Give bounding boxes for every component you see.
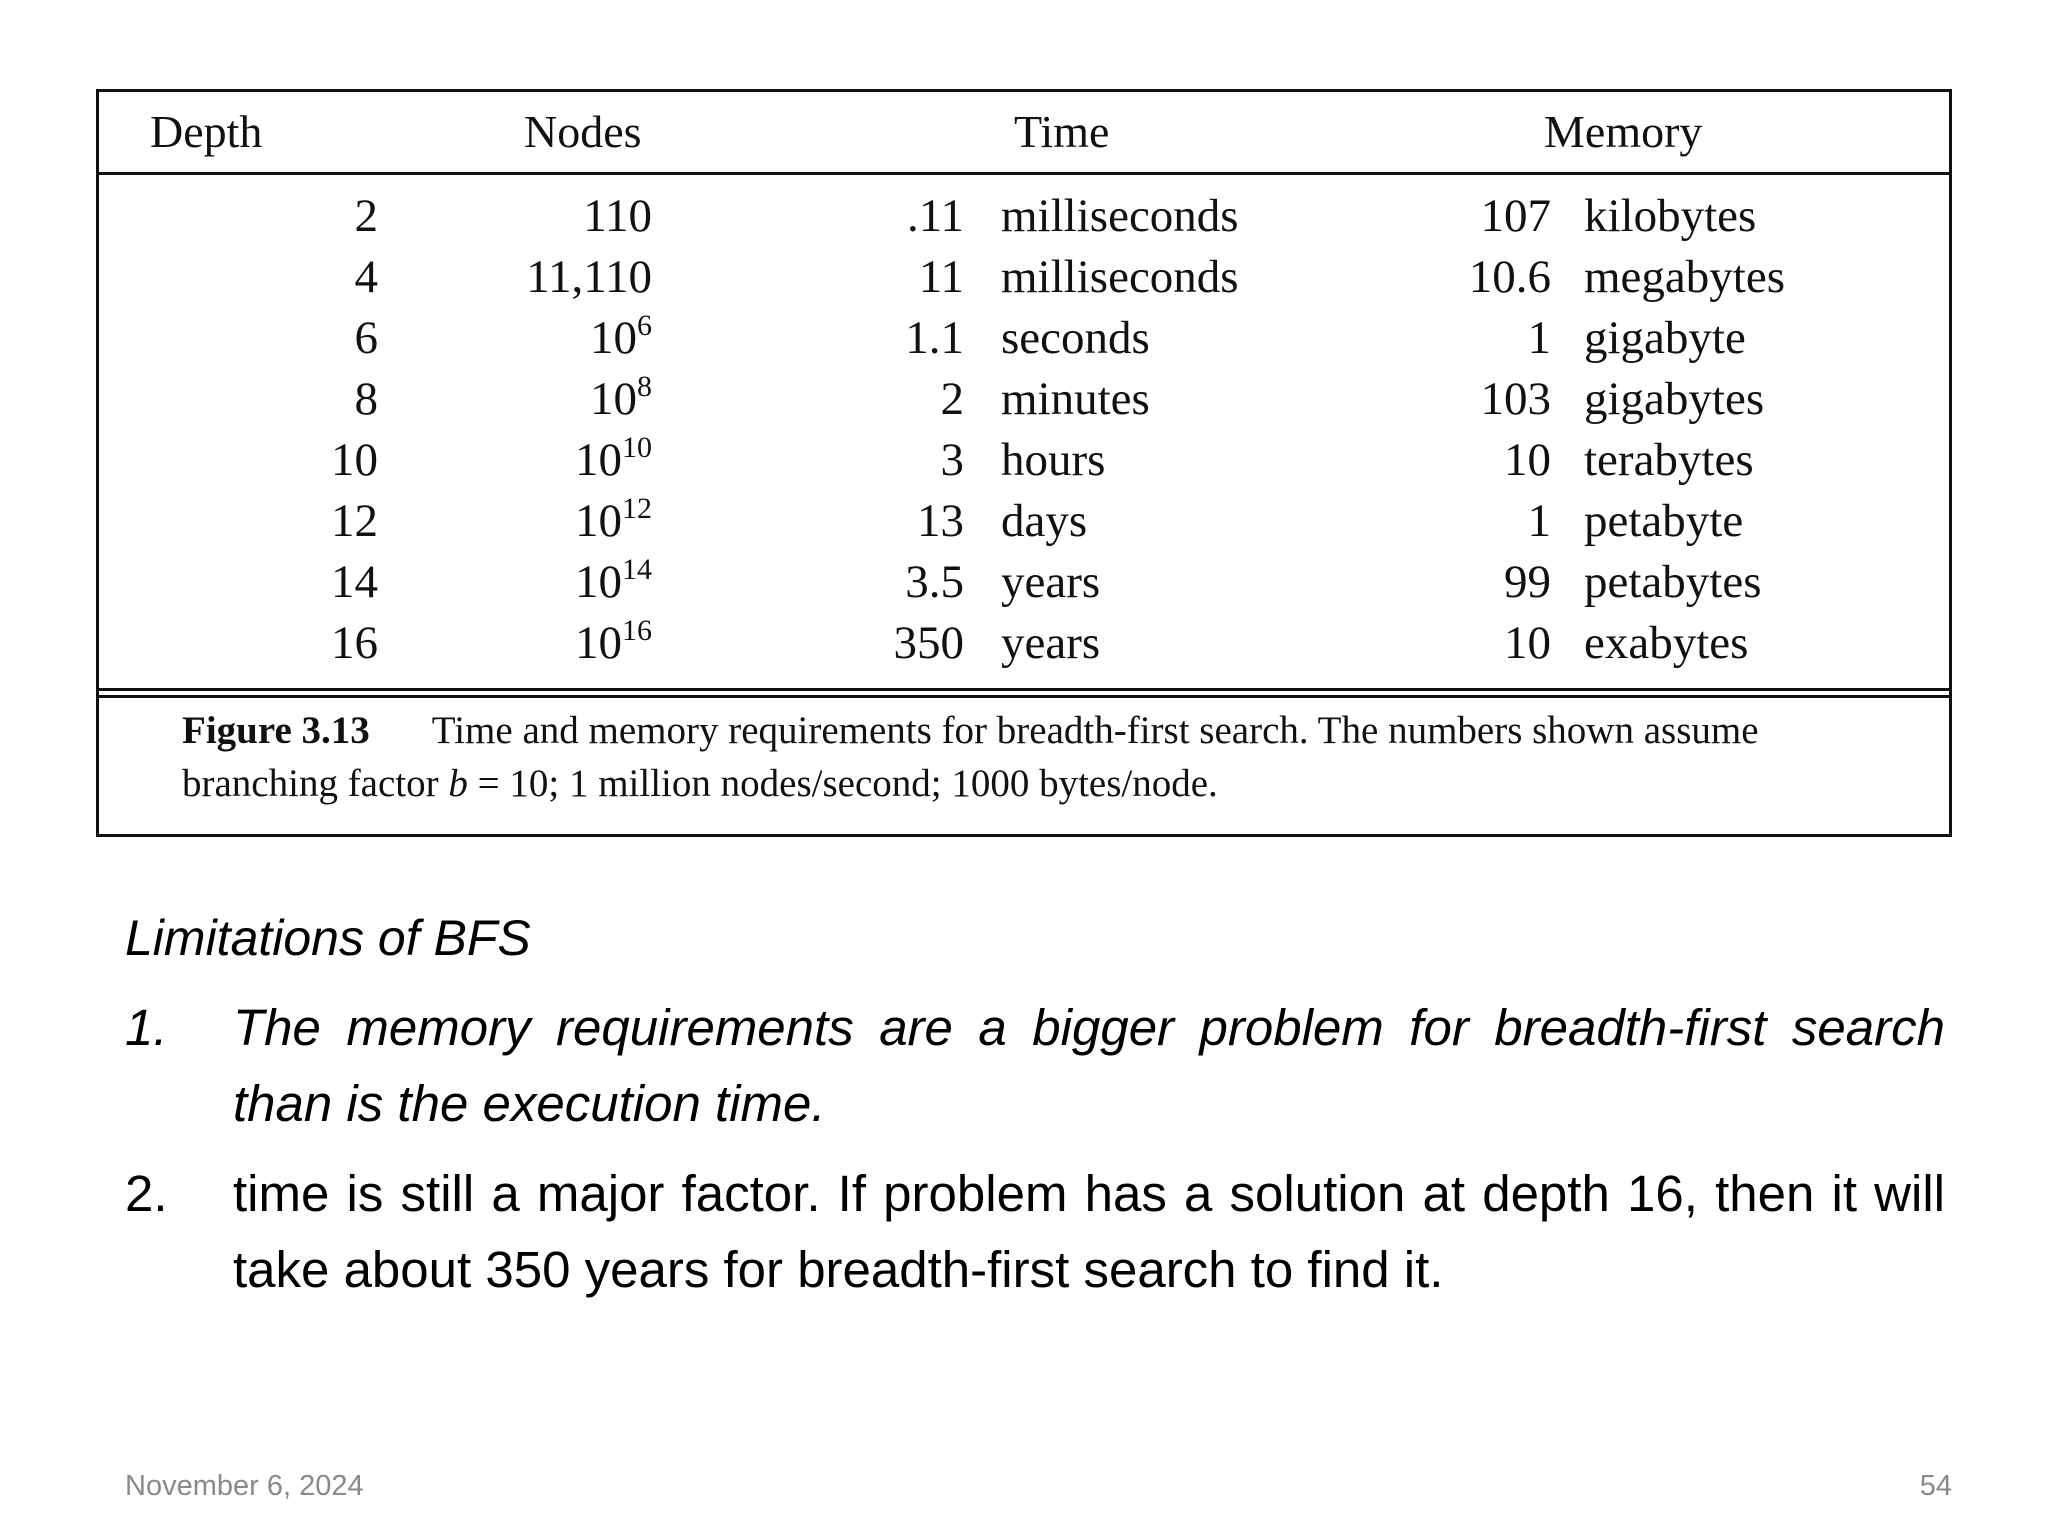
nodes-exponent: 10 bbox=[622, 431, 652, 464]
cell-memory-value: 107 bbox=[1480, 190, 1551, 242]
cell-memory-unit: gigabyte bbox=[1584, 312, 1746, 364]
cell-time-value: 2 bbox=[940, 373, 964, 425]
nodes-base: 10 bbox=[575, 617, 622, 669]
cell-nodes bbox=[590, 308, 652, 369]
table-row bbox=[99, 247, 1949, 308]
cell-nodes bbox=[583, 186, 652, 247]
table-row bbox=[99, 308, 1949, 369]
cell-memory-unit: terabytes bbox=[1584, 434, 1754, 486]
figure-caption bbox=[182, 704, 1902, 810]
table-row bbox=[99, 552, 1949, 613]
cell-memory-unit: megabytes bbox=[1584, 251, 1785, 303]
cell-depth: 8 bbox=[354, 373, 378, 425]
cell-memory-value: 10 bbox=[1504, 434, 1551, 486]
limitations-list bbox=[125, 990, 1945, 1322]
nodes-exponent: 14 bbox=[622, 553, 652, 586]
cell-memory-value: 1 bbox=[1527, 312, 1551, 364]
header-memory: Memory bbox=[1544, 106, 1703, 157]
list-item-number: 2. bbox=[125, 1165, 168, 1222]
cell-memory-unit: exabytes bbox=[1584, 617, 1749, 669]
cell-time-value: .11 bbox=[906, 190, 964, 242]
table-body bbox=[99, 186, 1949, 674]
cell-depth: 4 bbox=[354, 251, 378, 303]
cell-time-unit: milliseconds bbox=[1001, 251, 1239, 303]
cell-depth: 6 bbox=[354, 312, 378, 364]
figure-label: Figure 3.13 bbox=[182, 709, 370, 752]
cell-depth: 14 bbox=[331, 556, 378, 608]
list-item-text: time is still a major factor. If problem has a solution at depth 16, then it will take about 350 years for breadth-first search to find it. bbox=[233, 1165, 1945, 1298]
cell-memory-value: 10 bbox=[1504, 617, 1551, 669]
cell-depth: 2 bbox=[354, 190, 378, 242]
cell-time-value: 13 bbox=[917, 495, 964, 547]
cell-memory-value: 10.6 bbox=[1468, 251, 1551, 303]
list-item-number: 1. bbox=[125, 999, 168, 1056]
cell-time-unit: years bbox=[1001, 617, 1101, 669]
nodes-base: 10 bbox=[590, 312, 637, 364]
page-number: 54 bbox=[1919, 1470, 1952, 1502]
table-header bbox=[99, 92, 1949, 175]
nodes-exponent: 12 bbox=[622, 492, 652, 525]
nodes-base: 10 bbox=[575, 495, 622, 547]
cell-time-unit: days bbox=[1001, 495, 1088, 547]
slide-heading: Limitations of BFS bbox=[125, 910, 531, 966]
cell-memory-value: 99 bbox=[1504, 556, 1551, 608]
cell-time-value: 11 bbox=[918, 251, 964, 303]
list-item bbox=[125, 990, 1945, 1142]
cell-time-unit: milliseconds bbox=[1001, 190, 1239, 242]
table-row bbox=[99, 369, 1949, 430]
cell-memory-value: 103 bbox=[1480, 373, 1551, 425]
caption-variable: b bbox=[448, 762, 468, 805]
caption-text-end: = 10; 1 million nodes/second; 1000 bytes/node. bbox=[467, 762, 1218, 805]
nodes-exponent: 8 bbox=[637, 370, 652, 403]
cell-time-unit: years bbox=[1001, 556, 1101, 608]
header-nodes: Nodes bbox=[524, 106, 642, 157]
nodes-base: 11,110 bbox=[526, 251, 652, 303]
cell-time-value: 3 bbox=[940, 434, 964, 486]
table-row bbox=[99, 186, 1949, 247]
cell-memory-unit: gigabytes bbox=[1584, 373, 1765, 425]
cell-time-unit: hours bbox=[1001, 434, 1106, 486]
cell-time-value: 350 bbox=[893, 617, 964, 669]
header-time: Time bbox=[1014, 106, 1110, 157]
cell-nodes bbox=[575, 552, 652, 613]
nodes-base: 10 bbox=[575, 556, 622, 608]
table-row bbox=[99, 491, 1949, 552]
header-depth: Depth bbox=[150, 106, 263, 157]
nodes-exponent: 16 bbox=[622, 614, 652, 647]
caption-text: Time and memory requirements for breadth-first search. The numbers shown assume branching factor bbox=[182, 709, 1759, 805]
bfs-figure bbox=[96, 89, 1952, 837]
cell-memory-value: 1 bbox=[1527, 495, 1551, 547]
list-item bbox=[125, 1156, 1945, 1308]
footer-date: November 6, 2024 bbox=[125, 1470, 364, 1502]
cell-nodes bbox=[575, 613, 652, 674]
cell-nodes bbox=[575, 491, 652, 552]
nodes-base: 110 bbox=[583, 190, 652, 242]
list-item-text: The memory requirements are a bigger problem for breadth-first search than is the execution time. bbox=[233, 999, 1945, 1132]
cell-time-unit: seconds bbox=[1001, 312, 1150, 364]
cell-memory-unit: petabytes bbox=[1584, 556, 1762, 608]
cell-time-value: 3.5 bbox=[905, 556, 964, 608]
cell-nodes bbox=[590, 369, 652, 430]
cell-memory-unit: petabyte bbox=[1584, 495, 1744, 547]
table-row bbox=[99, 613, 1949, 674]
table-row bbox=[99, 430, 1949, 491]
cell-depth: 10 bbox=[331, 434, 378, 486]
nodes-exponent: 6 bbox=[637, 309, 652, 342]
cell-nodes bbox=[575, 430, 652, 491]
cell-nodes bbox=[526, 247, 652, 308]
cell-depth: 16 bbox=[331, 617, 378, 669]
cell-depth: 12 bbox=[331, 495, 378, 547]
cell-time-unit: minutes bbox=[1001, 373, 1150, 425]
nodes-base: 10 bbox=[575, 434, 622, 486]
cell-time-value: 1.1 bbox=[905, 312, 964, 364]
cell-memory-unit: kilobytes bbox=[1584, 190, 1757, 242]
nodes-base: 10 bbox=[590, 373, 637, 425]
table-divider bbox=[99, 688, 1949, 698]
